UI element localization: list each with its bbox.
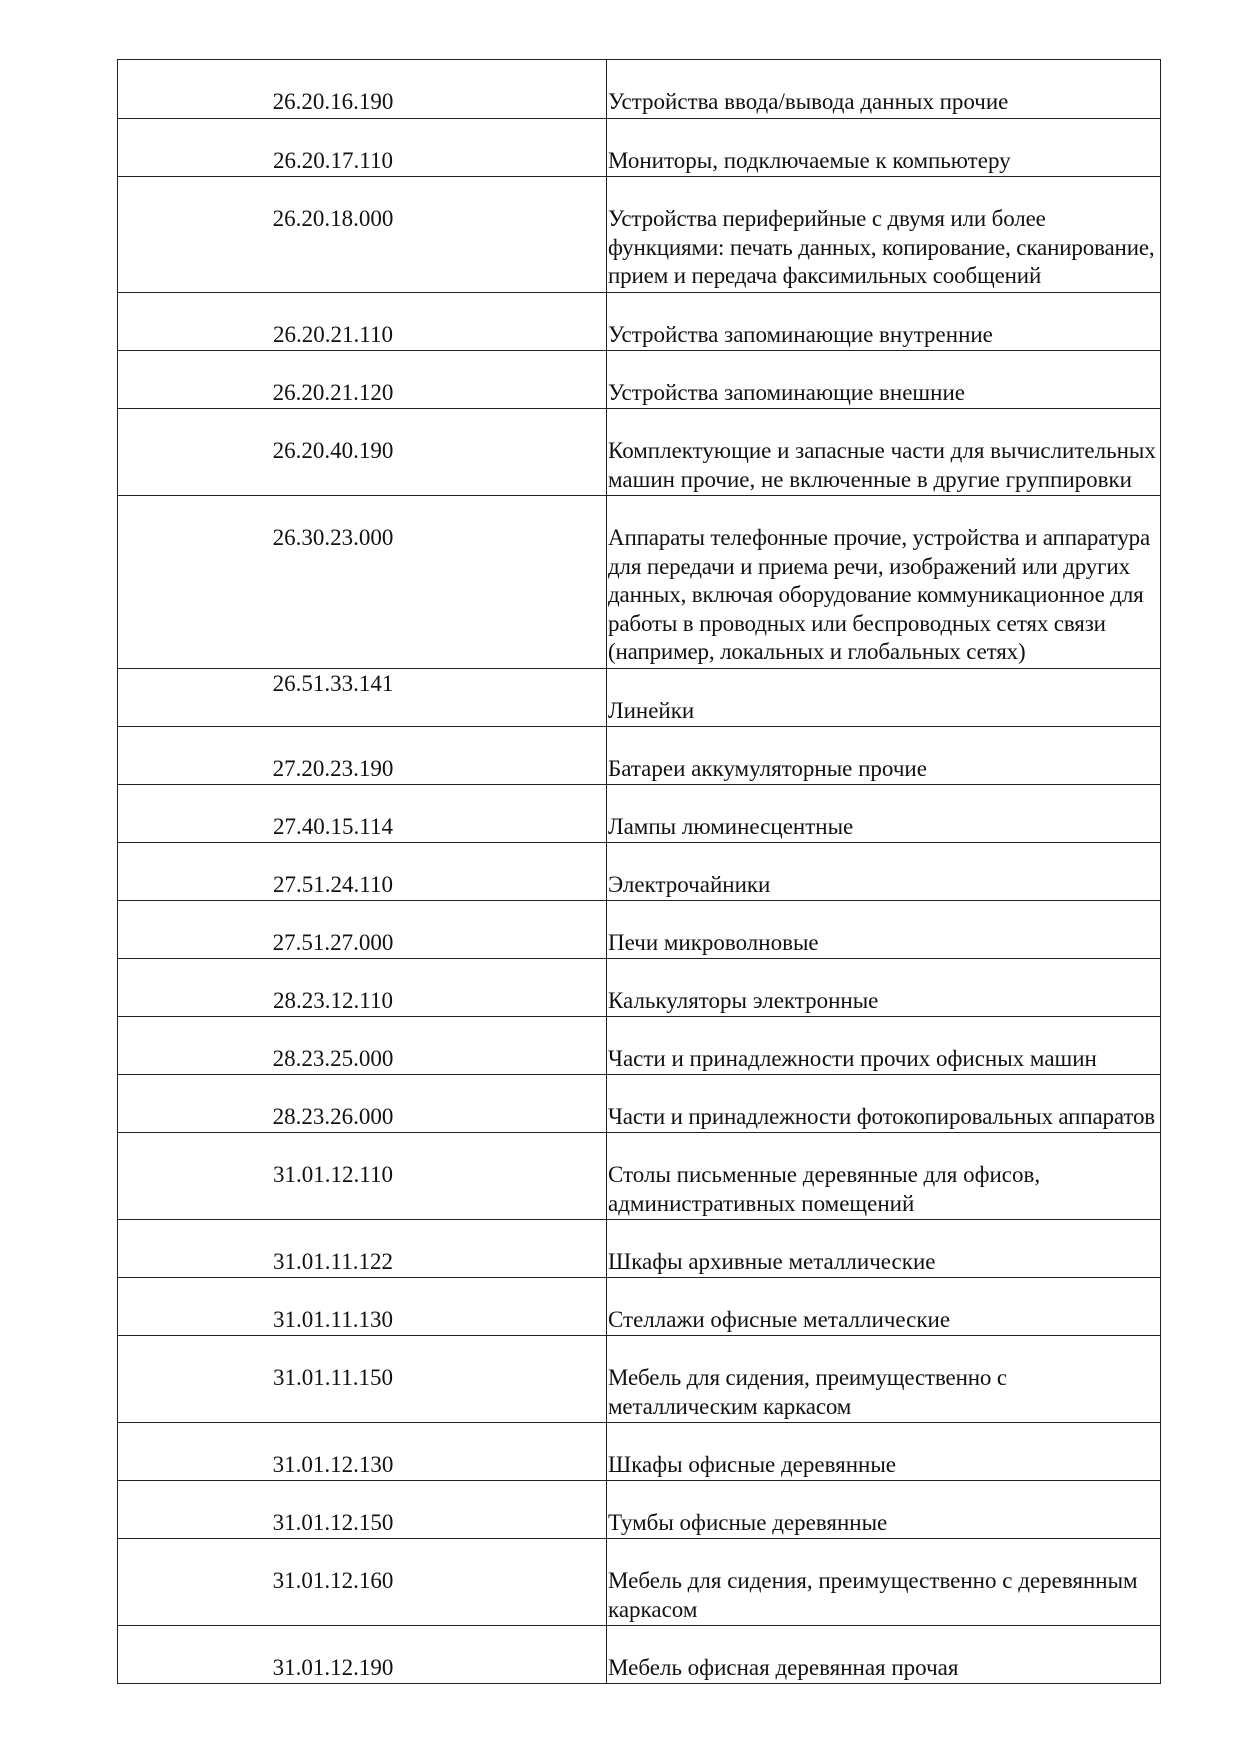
okpd-code: 31.01.12.190 <box>118 1626 607 1684</box>
item-name: Части и принадлежности фотокопировальных аппаратов <box>607 1075 1161 1133</box>
table-row <box>118 727 1161 785</box>
okpd-code: 27.40.15.114 <box>118 785 607 843</box>
table-row <box>118 959 1161 1017</box>
okpd-code: 31.01.12.150 <box>118 1481 607 1539</box>
item-name: Стеллажи офисные металлические <box>607 1278 1161 1336</box>
okpd-code-table <box>117 59 1161 1684</box>
okpd-code: 28.23.25.000 <box>118 1017 607 1075</box>
item-name: Электрочайники <box>607 843 1161 901</box>
table-row <box>118 843 1161 901</box>
table-row <box>118 60 1161 119</box>
table-row <box>118 293 1161 351</box>
item-name: Аппараты телефонные прочие, устройства и аппаратура для передачи и приема речи, изображений или других данных, включая оборудование коммуникационное для работы в проводных или беспроводных сетях связи (например, локальных и глобальных сетях) <box>607 496 1161 669</box>
okpd-code: 27.20.23.190 <box>118 727 607 785</box>
item-name: Лампы люминесцентные <box>607 785 1161 843</box>
okpd-code: 28.23.26.000 <box>118 1075 607 1133</box>
okpd-code: 31.01.12.110 <box>118 1133 607 1220</box>
table-row <box>118 351 1161 409</box>
okpd-code: 26.20.18.000 <box>118 177 607 293</box>
okpd-code: 26.51.33.141 <box>118 669 607 727</box>
item-name: Устройства периферийные с двумя или более функциями: печать данных, копирование, сканирование, прием и передача факсимильных сообщений <box>607 177 1161 293</box>
table-row <box>118 785 1161 843</box>
okpd-code: 31.01.12.160 <box>118 1539 607 1626</box>
table-row <box>118 1133 1161 1220</box>
okpd-code: 31.01.12.130 <box>118 1423 607 1481</box>
item-name: Батареи аккумуляторные прочие <box>607 727 1161 785</box>
item-name: Столы письменные деревянные для офисов, административных помещений <box>607 1133 1161 1220</box>
item-name: Устройства запоминающие внешние <box>607 351 1161 409</box>
item-name: Устройства запоминающие внутренние <box>607 293 1161 351</box>
okpd-code: 27.51.27.000 <box>118 901 607 959</box>
okpd-code: 31.01.11.122 <box>118 1220 607 1278</box>
item-name: Мебель для сидения, преимущественно с металлическим каркасом <box>607 1336 1161 1423</box>
table-row <box>118 177 1161 293</box>
table-row <box>118 1481 1161 1539</box>
table-row <box>118 1336 1161 1423</box>
table-row <box>118 1626 1161 1684</box>
item-name: Мониторы, подключаемые к компьютеру <box>607 119 1161 177</box>
table-row <box>118 119 1161 177</box>
table-row <box>118 1075 1161 1133</box>
okpd-code: 26.20.16.190 <box>118 60 607 119</box>
item-name: Мебель офисная деревянная прочая <box>607 1626 1161 1684</box>
table-row <box>118 901 1161 959</box>
okpd-code: 26.20.21.120 <box>118 351 607 409</box>
item-name: Линейки <box>607 669 1161 727</box>
item-name: Тумбы офисные деревянные <box>607 1481 1161 1539</box>
item-name: Шкафы офисные деревянные <box>607 1423 1161 1481</box>
item-name: Устройства ввода/вывода данных прочие <box>607 60 1161 119</box>
table-row <box>118 1220 1161 1278</box>
okpd-code: 26.30.23.000 <box>118 496 607 669</box>
item-name: Мебель для сидения, преимущественно с деревянным каркасом <box>607 1539 1161 1626</box>
table-row <box>118 669 1161 727</box>
table-row <box>118 409 1161 496</box>
okpd-code: 27.51.24.110 <box>118 843 607 901</box>
item-name: Части и принадлежности прочих офисных машин <box>607 1017 1161 1075</box>
table-row <box>118 496 1161 669</box>
okpd-code: 31.01.11.150 <box>118 1336 607 1423</box>
okpd-code: 31.01.11.130 <box>118 1278 607 1336</box>
okpd-code: 26.20.17.110 <box>118 119 607 177</box>
item-name: Печи микроволновые <box>607 901 1161 959</box>
okpd-code: 26.20.40.190 <box>118 409 607 496</box>
table-row <box>118 1278 1161 1336</box>
okpd-code: 26.20.21.110 <box>118 293 607 351</box>
table-row <box>118 1423 1161 1481</box>
item-name: Калькуляторы электронные <box>607 959 1161 1017</box>
table-row <box>118 1539 1161 1626</box>
table-row <box>118 1017 1161 1075</box>
okpd-code: 28.23.12.110 <box>118 959 607 1017</box>
item-name: Комплектующие и запасные части для вычислительных машин прочие, не включенные в другие группировки <box>607 409 1161 496</box>
item-name: Шкафы архивные металлические <box>607 1220 1161 1278</box>
